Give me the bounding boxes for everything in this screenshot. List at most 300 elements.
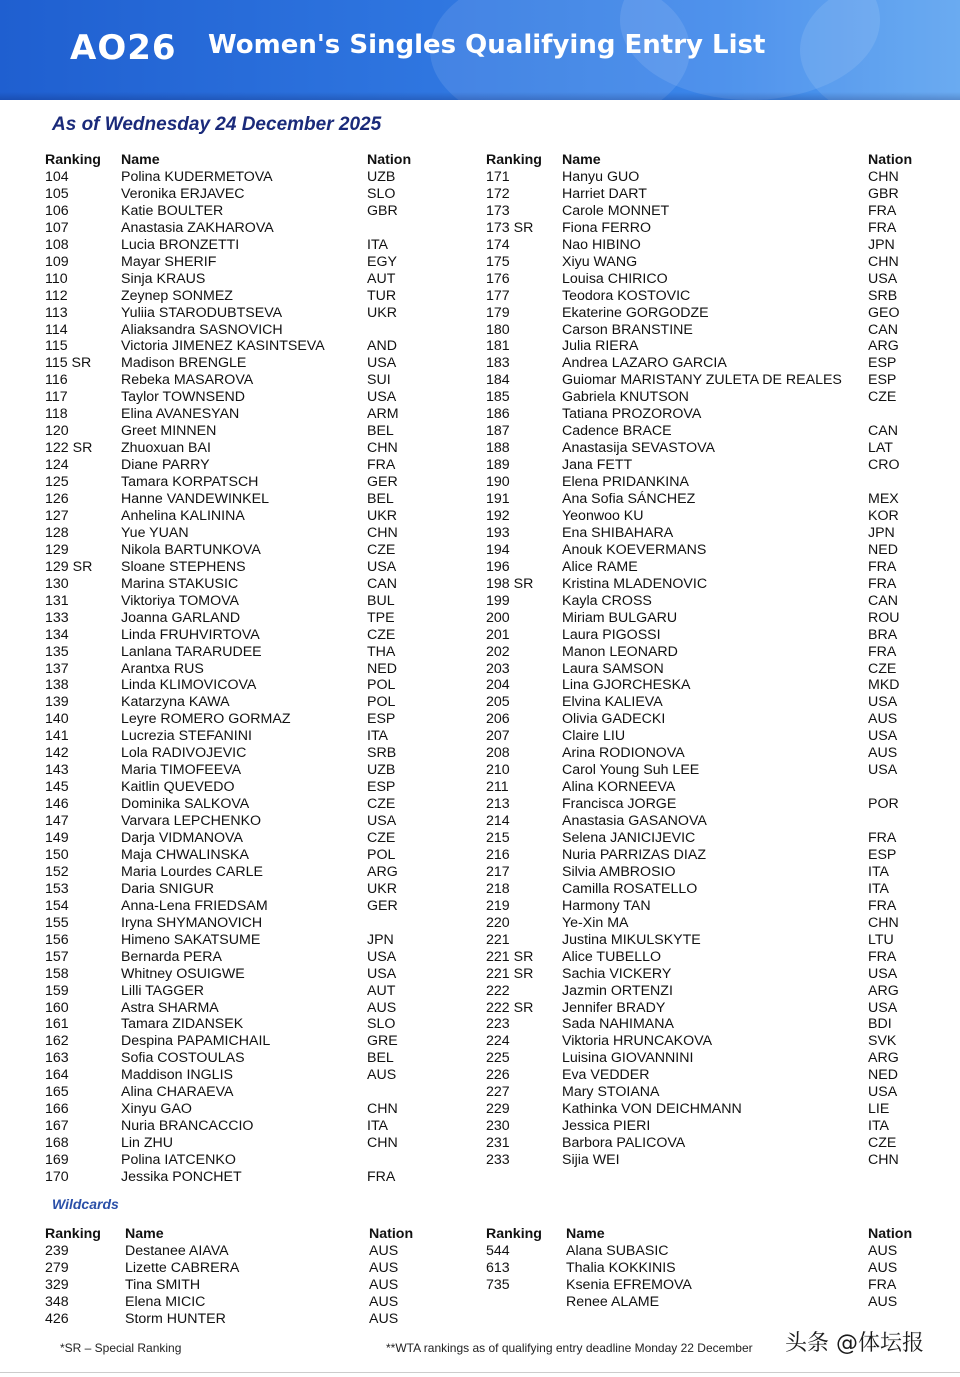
player-name-cell: Lilli TAGGER bbox=[121, 982, 205, 999]
player-name-cell: Madison BRENGLE bbox=[121, 355, 247, 372]
ranking-cell: 116 bbox=[45, 372, 68, 389]
ranking-cell: 124 bbox=[45, 457, 69, 474]
nation-header: Nation bbox=[868, 152, 913, 168]
ranking-cell: 110 bbox=[45, 270, 68, 287]
ranking-cell: 153 bbox=[45, 880, 69, 897]
player-name-cell: Jessica PIERI bbox=[562, 1118, 651, 1135]
nation-cell: MKD bbox=[868, 677, 900, 694]
player-name-cell: Tamara ZIDANSEK bbox=[121, 1016, 244, 1033]
nation-cell: TUR bbox=[367, 287, 397, 304]
ranking-cell: 128 bbox=[45, 524, 69, 541]
ranking-cell: 229 bbox=[486, 1101, 510, 1118]
wta-footnote: **WTA rankings as of qualifying entry deadline Monday 22 December bbox=[386, 1341, 753, 1355]
nation-cell: EGY bbox=[367, 253, 397, 270]
player-name-cell: Anastasia ZAKHAROVA bbox=[121, 219, 274, 236]
player-name-cell: Maria Lourdes CARLE bbox=[121, 863, 263, 880]
player-name-cell: Kaitlin QUEVEDO bbox=[121, 779, 235, 796]
nation-cell: UKR bbox=[367, 880, 397, 897]
player-name-cell: Viktoriya TOMOVA bbox=[121, 592, 240, 609]
player-name-cell: Anastasija SEVASTOVA bbox=[562, 440, 715, 457]
ranking-cell: 140 bbox=[45, 711, 69, 728]
ranking-cell: 214 bbox=[486, 813, 510, 830]
ranking-cell: 220 bbox=[486, 914, 510, 931]
ranking-cell: 157 bbox=[45, 948, 69, 965]
ranking-cell: 193 bbox=[486, 524, 510, 541]
ranking-cell: 613 bbox=[486, 1259, 510, 1276]
nation-cell: CZE bbox=[868, 1135, 897, 1152]
ranking-cell: 104 bbox=[45, 168, 69, 185]
player-name-cell: Mary STOIANA bbox=[562, 1084, 660, 1101]
ranking-cell: 108 bbox=[45, 236, 69, 253]
player-name-cell: Sachia VICKERY bbox=[562, 965, 672, 982]
nation-cell: USA bbox=[868, 965, 898, 982]
player-name-cell: Zhuoxuan BAI bbox=[121, 440, 211, 457]
player-name-cell: Nuria PARRIZAS DIAZ bbox=[562, 846, 707, 863]
ranking-cell: 208 bbox=[486, 745, 510, 762]
ranking-cell: 201 bbox=[486, 626, 510, 643]
nation-cell: AUS bbox=[367, 1067, 397, 1084]
nation-cell: AUS bbox=[369, 1310, 399, 1327]
player-name-cell: Barbora PALICOVA bbox=[562, 1135, 686, 1152]
player-name-cell: Xinyu GAO bbox=[121, 1101, 192, 1118]
player-name-cell: Despina PAPAMICHAIL bbox=[121, 1033, 271, 1050]
nation-cell: UZB bbox=[367, 762, 396, 779]
player-name-cell: Arantxa RUS bbox=[121, 660, 204, 677]
nation-cell: USA bbox=[868, 762, 898, 779]
nation-cell: CHN bbox=[868, 1152, 899, 1169]
ranking-cell: 735 bbox=[486, 1276, 510, 1293]
player-name-cell: Lucia BRONZETTI bbox=[121, 236, 240, 253]
nation-cell: LTU bbox=[868, 931, 894, 948]
ranking-cell: 141 bbox=[45, 728, 69, 745]
ranking-cell: 196 bbox=[486, 558, 510, 575]
ranking-cell: 150 bbox=[45, 846, 69, 863]
nation-cell: USA bbox=[367, 948, 397, 965]
nation-cell: CRO bbox=[868, 457, 900, 474]
nation-cell: ITA bbox=[367, 236, 389, 253]
ranking-cell: 135 bbox=[45, 643, 69, 660]
player-name-cell: Tina SMITH bbox=[125, 1276, 201, 1293]
nation-cell: SVK bbox=[868, 1033, 897, 1050]
nation-cell: FRA bbox=[868, 830, 897, 846]
player-name-cell: Fiona FERRO bbox=[562, 219, 652, 236]
nation-header: Nation bbox=[868, 1226, 913, 1242]
player-name-cell: Elina AVANESYAN bbox=[121, 406, 240, 423]
ranking-cell: 230 bbox=[486, 1118, 510, 1135]
player-name-cell: Hanne VANDEWINKEL bbox=[121, 491, 269, 507]
ranking-cell: 117 bbox=[45, 389, 68, 406]
ranking-cell: 145 bbox=[45, 779, 69, 796]
player-name-cell: Francisca JORGE bbox=[562, 796, 677, 813]
player-name-cell: Carson BRANSTINE bbox=[562, 321, 693, 338]
player-name-cell: Eva VEDDER bbox=[562, 1067, 650, 1084]
ranking-cell: 426 bbox=[45, 1310, 69, 1327]
player-name-cell: Bernarda PERA bbox=[121, 948, 222, 965]
player-name-cell: Taylor TOWNSEND bbox=[121, 389, 246, 406]
nation-cell: BDI bbox=[868, 1016, 892, 1033]
nation-cell: UKR bbox=[367, 507, 397, 524]
player-name-cell: Elvina KALIEVA bbox=[562, 694, 663, 711]
player-name-cell: Lin ZHU bbox=[121, 1135, 174, 1152]
ranking-cell: 137 bbox=[45, 660, 69, 677]
player-name-cell: Rebeka MASAROVA bbox=[121, 372, 254, 389]
player-name-cell: Veronika ERJAVEC bbox=[121, 185, 245, 202]
player-name-cell: Louisa CHIRICO bbox=[562, 270, 668, 287]
nation-cell: AUS bbox=[369, 1242, 399, 1259]
nation-cell: FRA bbox=[868, 948, 897, 965]
nation-header: Nation bbox=[369, 1226, 414, 1242]
nation-cell: AUS bbox=[868, 745, 898, 762]
nation-cell: CZE bbox=[367, 796, 396, 813]
name-header: Name bbox=[562, 152, 601, 168]
sr-footnote: *SR – Special Ranking bbox=[60, 1341, 182, 1355]
ranking-cell: 231 bbox=[486, 1135, 510, 1152]
player-name-cell: Harriet DART bbox=[562, 185, 647, 202]
nation-cell: CHN bbox=[868, 253, 899, 270]
nation-cell: CHN bbox=[868, 168, 899, 185]
ranking-cell: 213 bbox=[486, 796, 510, 813]
player-name-cell: Polina IATCENKO bbox=[121, 1152, 236, 1169]
nation-cell: BUL bbox=[367, 592, 395, 609]
player-name-cell: Ana Sofia SÁNCHEZ bbox=[562, 491, 696, 507]
nation-cell: CZE bbox=[367, 626, 396, 643]
nation-cell: POL bbox=[367, 677, 396, 694]
ranking-cell: 218 bbox=[486, 880, 510, 897]
player-name-cell: Viktoria HRUNCAKOVA bbox=[562, 1033, 713, 1050]
ranking-cell: 129 bbox=[45, 541, 69, 558]
player-name-cell: Katarzyna KAWA bbox=[121, 694, 230, 711]
nation-cell: BEL bbox=[367, 491, 394, 507]
nation-cell: USA bbox=[868, 270, 898, 287]
ranking-cell: 126 bbox=[45, 491, 69, 507]
player-name-cell: Manon LEONARD bbox=[562, 643, 678, 660]
nation-cell: BEL bbox=[367, 423, 394, 440]
ranking-cell: 198 SR bbox=[486, 575, 534, 592]
player-name-cell: Himeno SAKATSUME bbox=[121, 931, 261, 948]
player-name-cell: Alina CHARAEVA bbox=[121, 1084, 234, 1101]
player-name-cell: Claire LIU bbox=[562, 728, 626, 745]
nation-cell: AUS bbox=[369, 1293, 399, 1310]
ranking-cell: 142 bbox=[45, 745, 69, 762]
player-name-cell: Anna-Lena FRIEDSAM bbox=[121, 897, 268, 914]
player-name-cell: Xiyu WANG bbox=[562, 253, 638, 270]
ranking-cell: 161 bbox=[45, 1016, 69, 1033]
ranking-header: Ranking bbox=[486, 152, 542, 168]
ranking-cell: 544 bbox=[486, 1242, 510, 1259]
ranking-cell: 162 bbox=[45, 1033, 69, 1050]
ranking-cell: 181 bbox=[486, 338, 510, 355]
nation-cell: POL bbox=[367, 846, 396, 863]
ranking-cell: 224 bbox=[486, 1033, 510, 1050]
player-name-cell: Linda FRUHVIRTOVA bbox=[121, 626, 260, 643]
nation-cell: AUS bbox=[868, 711, 898, 728]
nation-cell: USA bbox=[367, 813, 397, 830]
nation-cell: ITA bbox=[868, 880, 890, 897]
nation-cell: GRE bbox=[367, 1033, 398, 1050]
player-name-cell: Alice RAME bbox=[562, 558, 638, 575]
player-name-cell: Carol Young Suh LEE bbox=[562, 762, 700, 779]
nation-cell: SUI bbox=[367, 372, 391, 389]
player-name-cell: Joanna GARLAND bbox=[121, 609, 241, 626]
player-name-cell: Storm HUNTER bbox=[125, 1310, 226, 1327]
nation-cell: CAN bbox=[868, 592, 898, 609]
ranking-cell: 152 bbox=[45, 863, 69, 880]
player-name-cell: Nikola BARTUNKOVA bbox=[121, 541, 261, 558]
ranking-cell: 113 bbox=[45, 304, 68, 321]
player-name-cell: Lina GJORCHESKA bbox=[562, 677, 691, 694]
name-header: Name bbox=[125, 1226, 164, 1242]
ranking-cell: 169 bbox=[45, 1152, 69, 1169]
player-name-cell: Linda KLIMOVICOVA bbox=[121, 677, 257, 694]
nation-cell: GER bbox=[367, 897, 398, 914]
player-name-cell: Alina KORNEEVA bbox=[562, 779, 676, 796]
wildcards-title: Wildcards bbox=[52, 1196, 119, 1212]
ranking-cell: 221 SR bbox=[486, 948, 534, 965]
ranking-cell: 184 bbox=[486, 372, 510, 389]
player-name-cell: Kayla CROSS bbox=[562, 592, 652, 609]
ranking-cell: 226 bbox=[486, 1067, 510, 1084]
player-name-cell: Jana FETT bbox=[562, 457, 633, 474]
nation-cell: BEL bbox=[367, 1050, 394, 1067]
player-name-cell: Lanlana TARARUDEE bbox=[121, 643, 262, 660]
nation-cell: CHN bbox=[868, 914, 899, 931]
nation-cell: AUT bbox=[367, 982, 396, 999]
ranking-cell: 183 bbox=[486, 355, 510, 372]
ranking-cell: 179 bbox=[486, 304, 510, 321]
ranking-cell: 125 bbox=[45, 474, 69, 491]
nation-cell: POL bbox=[367, 694, 396, 711]
ranking-cell: 134 bbox=[45, 626, 69, 643]
nation-cell: ESP bbox=[868, 372, 897, 389]
ranking-cell: 166 bbox=[45, 1101, 69, 1118]
ranking-cell: 170 bbox=[45, 1169, 69, 1185]
ranking-cell: 239 bbox=[45, 1242, 69, 1259]
nation-cell: ARG bbox=[868, 1050, 899, 1067]
player-name-cell: Lola RADIVOJEVIC bbox=[121, 745, 247, 762]
player-name-cell: Destanee AIAVA bbox=[125, 1242, 229, 1259]
ranking-cell: 105 bbox=[45, 185, 69, 202]
player-name-cell: Mayar SHERIF bbox=[121, 253, 217, 270]
ranking-cell: 188 bbox=[486, 440, 510, 457]
nation-cell: FRA bbox=[868, 643, 897, 660]
nation-cell: ITA bbox=[367, 1118, 389, 1135]
player-name-cell: Olivia GADECKI bbox=[562, 711, 666, 728]
nation-cell: CZE bbox=[868, 660, 897, 677]
ranking-cell: 206 bbox=[486, 711, 510, 728]
ranking-cell: 194 bbox=[486, 541, 510, 558]
ranking-cell: 190 bbox=[486, 474, 510, 491]
nation-cell: JPN bbox=[367, 931, 394, 948]
ranking-header: Ranking bbox=[45, 1226, 101, 1242]
nation-cell: AUS bbox=[868, 1293, 898, 1310]
header-banner bbox=[0, 0, 960, 100]
nation-cell: ESP bbox=[868, 355, 897, 372]
ranking-cell: 114 bbox=[45, 321, 68, 338]
player-name-cell: Maria TIMOFEEVA bbox=[121, 762, 242, 779]
ranking-cell: 163 bbox=[45, 1050, 69, 1067]
player-name-cell: Kathinka VON DEICHMANN bbox=[562, 1101, 742, 1118]
player-name-cell: Diane PARRY bbox=[121, 457, 210, 474]
player-name-cell: Dominika SALKOVA bbox=[121, 796, 250, 813]
ranking-cell: 279 bbox=[45, 1259, 69, 1276]
nation-cell: GEO bbox=[868, 304, 900, 321]
nation-cell: ITA bbox=[868, 863, 890, 880]
nation-cell: AND bbox=[367, 338, 397, 355]
watermark: 头条 @体坛报 bbox=[785, 1331, 924, 1356]
ranking-cell: 122 SR bbox=[45, 440, 93, 457]
ranking-cell: 203 bbox=[486, 660, 510, 677]
ranking-header: Ranking bbox=[486, 1226, 542, 1242]
player-name-cell: Yeonwoo KU bbox=[562, 507, 644, 524]
ranking-cell: 120 bbox=[45, 423, 69, 440]
nation-cell: CZE bbox=[367, 541, 396, 558]
nation-cell: AUS bbox=[367, 999, 397, 1016]
ranking-cell: 210 bbox=[486, 762, 510, 779]
ranking-cell: 160 bbox=[45, 999, 69, 1016]
nation-cell: FRA bbox=[868, 202, 897, 219]
player-name-cell: Teodora KOSTOVIC bbox=[562, 287, 691, 304]
ranking-cell: 180 bbox=[486, 321, 510, 338]
divider bbox=[0, 1372, 960, 1373]
nation-cell: BRA bbox=[868, 626, 898, 643]
player-name-cell: Alana SUBASIC bbox=[566, 1242, 669, 1259]
nation-cell: USA bbox=[367, 389, 397, 406]
ranking-cell: 168 bbox=[45, 1135, 69, 1152]
nation-cell: FRA bbox=[868, 219, 897, 236]
ranking-cell: 215 bbox=[486, 830, 510, 846]
nation-cell: UZB bbox=[367, 168, 396, 185]
nation-header: Nation bbox=[367, 152, 412, 168]
nation-cell: USA bbox=[367, 558, 397, 575]
nation-cell: NED bbox=[868, 1067, 898, 1084]
nation-cell: CHN bbox=[367, 1135, 398, 1152]
player-name-cell: Arina RODIONOVA bbox=[562, 745, 685, 762]
player-name-cell: Katie BOULTER bbox=[121, 202, 224, 219]
ranking-cell: 165 bbox=[45, 1084, 69, 1101]
ranking-cell: 115 SR bbox=[45, 355, 92, 372]
nation-cell: FRA bbox=[367, 457, 396, 474]
ranking-cell: 200 bbox=[486, 609, 510, 626]
ranking-cell: 106 bbox=[45, 202, 69, 219]
nation-cell: LIE bbox=[868, 1101, 890, 1118]
nation-cell: ARG bbox=[868, 338, 899, 355]
player-name-cell: Varvara LEPCHENKO bbox=[121, 813, 262, 830]
nation-cell: JPN bbox=[868, 236, 895, 253]
ranking-cell: 233 bbox=[486, 1152, 510, 1169]
nation-cell: ROU bbox=[868, 609, 900, 626]
ranking-cell: 222 bbox=[486, 982, 510, 999]
player-name-cell: Jazmin ORTENZI bbox=[562, 982, 673, 999]
nation-cell: ITA bbox=[367, 728, 389, 745]
nation-cell: CZE bbox=[367, 830, 396, 846]
nation-cell: FRA bbox=[868, 897, 897, 914]
ranking-cell: 329 bbox=[45, 1276, 69, 1293]
ranking-cell: 173 bbox=[486, 202, 510, 219]
player-name-cell: Julia RIERA bbox=[562, 338, 639, 355]
player-name-cell: Zeynep SONMEZ bbox=[121, 287, 233, 304]
ranking-cell: 118 bbox=[45, 406, 68, 423]
player-name-cell: Thalia KOKKINIS bbox=[566, 1259, 676, 1276]
ranking-cell: 131 bbox=[45, 592, 69, 609]
ranking-cell: 154 bbox=[45, 897, 69, 914]
ranking-cell: 187 bbox=[486, 423, 510, 440]
player-name-cell: Greet MINNEN bbox=[121, 423, 217, 440]
player-name-cell: Darja VIDMANOVA bbox=[121, 830, 243, 846]
ranking-cell: 167 bbox=[45, 1118, 69, 1135]
player-name-cell: Sada NAHIMANA bbox=[562, 1016, 674, 1033]
nation-cell: CAN bbox=[367, 575, 397, 592]
nation-cell: AUS bbox=[369, 1276, 399, 1293]
name-header: Name bbox=[566, 1226, 605, 1242]
ranking-cell: 155 bbox=[45, 914, 69, 931]
ranking-cell: 222 SR bbox=[486, 999, 534, 1016]
player-name-cell: Nao HIBINO bbox=[562, 236, 641, 253]
nation-cell: CAN bbox=[868, 423, 898, 440]
player-name-cell: Yuliia STARODUBTSEVA bbox=[121, 304, 283, 321]
nation-cell: AUS bbox=[868, 1242, 898, 1259]
player-name-cell: Victoria JIMENEZ KASINTSEVA bbox=[121, 338, 325, 355]
ranking-cell: 156 bbox=[45, 931, 69, 948]
ranking-cell: 219 bbox=[486, 897, 510, 914]
player-name-cell: Marina STAKUSIC bbox=[121, 575, 239, 592]
ao-logo: AO26 bbox=[70, 28, 177, 68]
player-name-cell: Daria SNIGUR bbox=[121, 880, 215, 897]
ranking-cell: 225 bbox=[486, 1050, 510, 1067]
player-name-cell: Aliaksandra SASNOVICH bbox=[121, 321, 283, 338]
player-name-cell: Silvia AMBROSIO bbox=[562, 863, 676, 880]
ranking-cell: 115 bbox=[45, 338, 68, 355]
player-name-cell: Nuria BRANCACCIO bbox=[121, 1118, 254, 1135]
player-name-cell: Elena PRIDANKINA bbox=[562, 474, 689, 491]
ranking-cell: 348 bbox=[45, 1293, 69, 1310]
ranking-cell: 133 bbox=[45, 609, 69, 626]
player-name-cell: Jennifer BRADY bbox=[562, 999, 666, 1016]
player-name-cell: Tamara KORPATSCH bbox=[121, 474, 259, 491]
ranking-cell: 143 bbox=[45, 762, 69, 779]
ranking-cell: 177 bbox=[486, 287, 510, 304]
nation-cell: UKR bbox=[367, 304, 397, 321]
player-name-cell: Sofia COSTOULAS bbox=[121, 1050, 245, 1067]
player-name-cell: Guiomar MARISTANY ZULETA DE REALES bbox=[562, 372, 842, 389]
nation-cell: SRB bbox=[367, 745, 397, 762]
ranking-cell: 207 bbox=[486, 728, 510, 745]
nation-cell: SLO bbox=[367, 1016, 396, 1033]
player-name-cell: Sijia WEI bbox=[562, 1152, 620, 1169]
nation-cell: CAN bbox=[868, 321, 898, 338]
nation-cell: MEX bbox=[868, 491, 899, 507]
ranking-cell: 227 bbox=[486, 1084, 510, 1101]
player-name-cell: Elena MICIC bbox=[125, 1293, 206, 1310]
ranking-cell: 176 bbox=[486, 270, 510, 287]
nation-cell: ESP bbox=[868, 846, 897, 863]
ranking-cell: 130 bbox=[45, 575, 69, 592]
nation-cell: AUT bbox=[367, 270, 396, 287]
player-name-cell: Renee ALAME bbox=[566, 1293, 660, 1310]
nation-cell: FRA bbox=[367, 1169, 396, 1185]
nation-cell: NED bbox=[868, 541, 898, 558]
ranking-cell: 223 bbox=[486, 1016, 510, 1033]
player-name-cell: Carole MONNET bbox=[562, 202, 670, 219]
player-name-cell: Hanyu GUO bbox=[562, 168, 640, 185]
nation-cell: JPN bbox=[868, 524, 895, 541]
nation-cell: GER bbox=[367, 474, 398, 491]
player-name-cell: Anastasia GASANOVA bbox=[562, 813, 707, 830]
nation-cell: ARG bbox=[868, 982, 899, 999]
player-name-cell: Iryna SHYMANOVICH bbox=[121, 914, 263, 931]
player-name-cell: Tatiana PROZOROVA bbox=[562, 406, 702, 423]
nation-cell: USA bbox=[868, 694, 898, 711]
nation-cell: ITA bbox=[868, 1118, 890, 1135]
